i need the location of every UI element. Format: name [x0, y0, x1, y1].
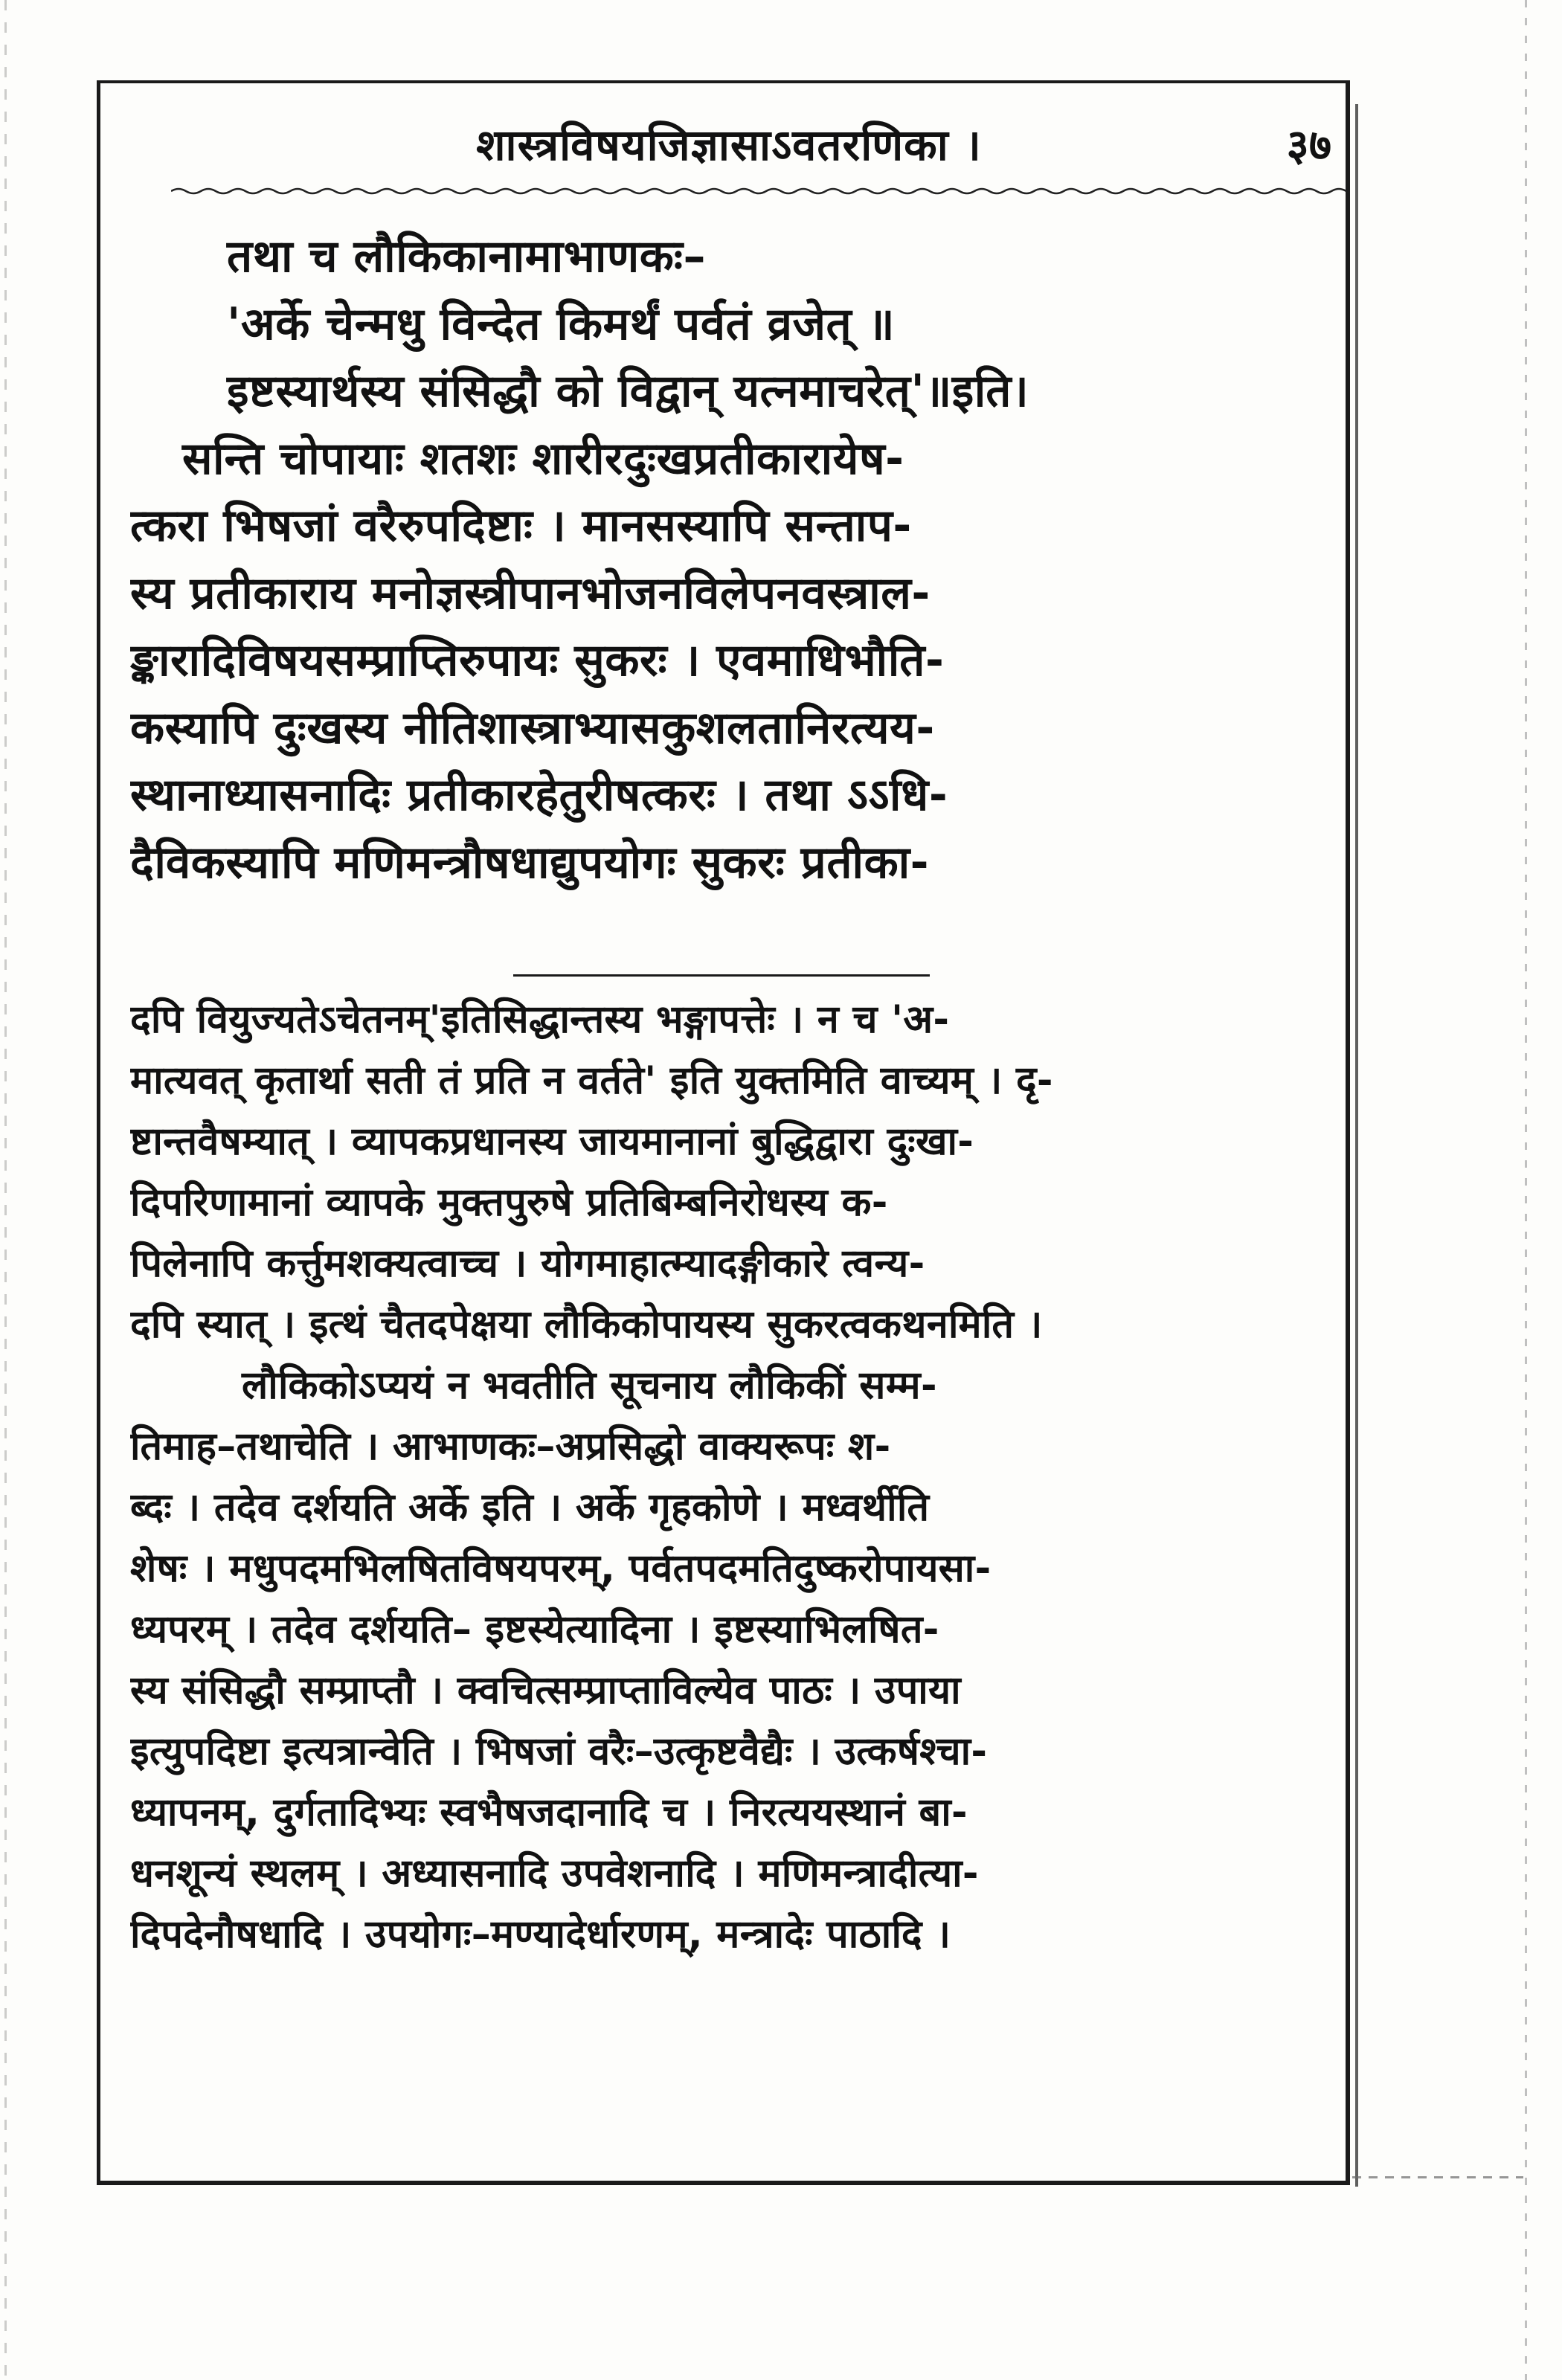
scan-edge-right: [1525, 0, 1527, 2380]
header-wavy-rule: [171, 186, 1354, 196]
commentary-line: शेषः । मधुपदमभिलषितविषयपरम्, पर्वतपदमतिदुष्करोपायसा-: [130, 1546, 991, 1591]
commentary-line: दिपदेनौषधादि । उपयोगः–मण्यादेर्धारणम्, मन्त्रादेः पाठादि ।: [130, 1912, 951, 1957]
main-text-line: सन्ति चोपायाः शतशः शारीरदुःखप्रतीकारायेष-: [182, 432, 904, 485]
main-text-line: कस्यापि दुःखस्य नीतिशास्त्राभ्यासकुशलतानिरत्यय-: [130, 701, 935, 754]
scan-edge-left: [4, 0, 7, 2380]
commentary-line: दिपरिणामानां व्यापके मुक्तपुरुषे प्रतिबिम्बनिरोधस्य क-: [130, 1180, 888, 1225]
main-text-line: 'अर्के चेन्मधु विन्देत किमर्थं पर्वतं व्रजेत् ॥: [227, 298, 896, 350]
commentary-line: स्य संसिद्धौ सम्प्राप्तौ । क्वचित्सम्प्राप्ताविल्येव पाठः । उपाया: [130, 1668, 961, 1713]
page-title: शास्त्रविषयजिज्ञासाऽवतरणिका ।: [476, 120, 982, 170]
commentary-line: धनशून्यं स्थलम् । अध्यासनादि उपवेशनादि । मणिमन्त्रादीत्या-: [130, 1851, 979, 1896]
main-text-line: दैविकस्यापि मणिमन्त्रौषधाद्युपयोगः सुकरः प्रतीका-: [130, 836, 930, 889]
commentary-line: लौकिकोऽप्ययं न भवतीति सूचनाय लौकिकीं सम्म-: [242, 1363, 937, 1408]
commentary-divider-rule: [513, 974, 930, 977]
commentary-line: पिलेनापि कर्त्तुमशक्यत्वाच्च । योगमाहात्म्यादङ्गीकारे त्वन्य-: [130, 1241, 925, 1286]
commentary-line: दपि वियुज्यतेऽचेतनम्'इतिसिद्धान्तस्य भङ्गापत्तेः । न च 'अ-: [130, 997, 950, 1042]
main-text-line: ङ्कारादिविषयसम्प्राप्तिरुपायः सुकरः । एवमाधिभौति-: [130, 634, 945, 686]
main-text-line: इष्टस्यार्थस्य संसिद्धौ को विद्वान् यत्नमाचरेत्'॥इति।: [227, 365, 1029, 417]
commentary-text-block: [130, 989, 1328, 1965]
commentary-line: दपि स्यात् । इत्थं चैतदपेक्षया लौकिकोपायस्य सुकरत्वकथनमिति ।: [130, 1302, 1043, 1347]
commentary-line: तिमाह–तथाचेति । आभाणकः–अप्रसिद्धो वाक्यरूपः श-: [130, 1424, 891, 1469]
commentary-line: ब्दः । तदेव दर्शयति अर्के इति । अर्के गृहकोणे । मध्वर्थीति: [130, 1485, 930, 1530]
commentary-line: ध्यापनम्, दुर्गतादिभ्यः स्वभैषजदानादि च । निरत्ययस्थानं बा-: [130, 1790, 968, 1835]
page-border-shadow: [1355, 104, 1358, 2187]
main-text-line: स्य प्रतीकाराय मनोज्ञस्त्रीपानभोजनविलेपनवस्त्राल-: [130, 567, 931, 620]
commentary-line: इत्युपदिष्टा इत्यत्रान्वेति । भिषजां वरैः–उत्कृष्टवैद्यैः । उत्कर्षश्चा-: [130, 1729, 988, 1774]
page-number: ३७: [1286, 120, 1331, 170]
commentary-line: ध्यपरम् । तदेव दर्शयति– इष्टस्येत्यादिना । इष्टस्याभिलषित-: [130, 1607, 939, 1652]
running-header: [97, 112, 1350, 178]
scan-bottom-dash-artifact: [1352, 2176, 1523, 2178]
main-text-line: स्थानाध्यासनादिः प्रतीकारहेतुरीषत्करः । तथा ऽऽधि-: [130, 769, 948, 821]
main-text-line: तथा च लौकिकानामाभाणकः–: [227, 231, 706, 283]
main-text-line: त्करा भिषजां वरैरुपदिष्टाः । मानसस्यापि सन्ताप-: [130, 500, 912, 552]
commentary-line: ष्टान्तवैषम्यात् । व्यापकप्रधानस्य जायमानानां बुद्धिद्वारा दुःखा-: [130, 1119, 974, 1164]
commentary-line: मात्यवत् कृतार्था सती तं प्रति न वर्तते' इति युक्तमिति वाच्यम् । दृ-: [130, 1058, 1053, 1103]
main-text-block: [130, 223, 1328, 896]
